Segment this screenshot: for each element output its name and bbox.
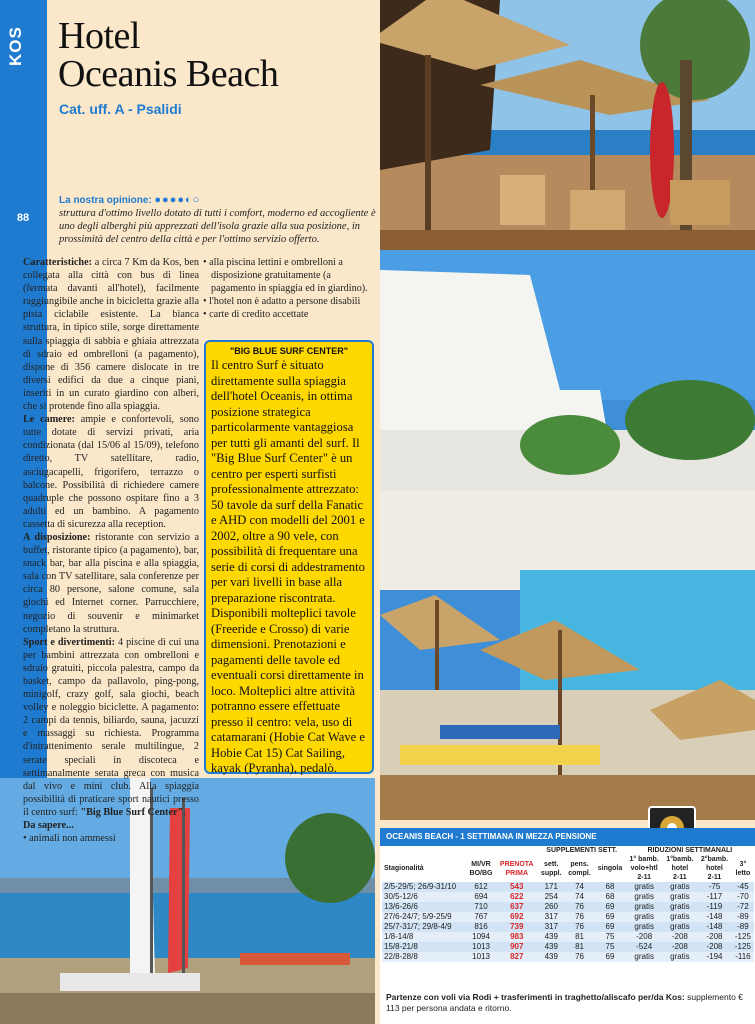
sport-paragraph (23, 636, 199, 819)
bullet-text: l'hotel non è adatto a persone disabili (209, 296, 361, 308)
table-cell-b1h: gratis (663, 922, 698, 932)
bullet-item: • l'hotel non è adatto a persone disabili (203, 296, 361, 308)
table-cell-sett: 317 (538, 922, 565, 932)
opinion-label: La nostra opinione: (59, 195, 152, 206)
table-row (382, 952, 754, 962)
table-row (382, 912, 754, 922)
table-cell-b1h: gratis (663, 892, 698, 902)
rates-table (382, 846, 754, 962)
page-number: 88 (16, 212, 30, 224)
table-cell-pens: 76 (565, 902, 594, 912)
table-row (382, 942, 754, 952)
col-stagionalita: Stagionalità (384, 865, 424, 872)
table-cell-price: 710 (466, 902, 496, 912)
table-cell-pens: 81 (565, 932, 594, 942)
table-cell-season: 22/8-28/8 (382, 952, 466, 962)
camere-label: Le camere: (23, 414, 75, 426)
description-column-1 (23, 256, 199, 845)
opinion-text: struttura d'ottimo livello dotato di tutti i comfort, moderno ed accogliente è uno degli alberghi più apprezzati dell'isola grazie alla sua posizione, in prossimità del centro della città e per l'ottimo servizio offerto. (59, 208, 376, 245)
col-mivr: MI/VR BO/BG (469, 860, 493, 877)
table-cell-b2: -119 (697, 902, 732, 912)
table-cell-pens: 81 (565, 942, 594, 952)
disposizione-label: A disposizione: (23, 531, 91, 543)
table-cell-singola: 68 (594, 882, 626, 892)
bullet-text: animali non ammessi (29, 833, 116, 845)
table-cell-prenota: 637 (496, 902, 538, 912)
table-cell-sett: 439 (538, 932, 565, 942)
table-cell-prenota: 692 (496, 912, 538, 922)
table-cell-b1: gratis (626, 912, 663, 922)
col-sett: sett. suppl. (540, 860, 562, 877)
table-cell-l3: -89 (732, 912, 754, 922)
table-cell-price: 694 (466, 892, 496, 902)
table-cell-price: 816 (466, 922, 496, 932)
table-cell-prenota: 827 (496, 952, 538, 962)
table-cell-pens: 76 (565, 952, 594, 962)
table-cell-b2: -208 (697, 942, 732, 952)
table-cell-prenota: 543 (496, 882, 538, 892)
table-cell-season: 1/8-14/8 (382, 932, 466, 942)
table-cell-b2: -148 (697, 912, 732, 922)
hotel-title (58, 17, 378, 93)
table-cell-b1h: gratis (663, 902, 698, 912)
table-cell-price: 1013 (466, 942, 496, 952)
sport-end: . (183, 806, 186, 818)
description-column-2 (203, 256, 375, 321)
hotel-title-line1: Hotel (58, 15, 140, 57)
footnote-text: supplemento € 113 per persona andata e ritorno. (386, 992, 743, 1013)
table-cell-b1h: gratis (663, 912, 698, 922)
photo-beach-bar (380, 0, 755, 250)
table-cell-price: 1094 (466, 932, 496, 942)
table-cell-singola: 69 (594, 952, 626, 962)
table-cell-b2: -194 (697, 952, 732, 962)
table-cell-b1: gratis (626, 882, 663, 892)
table-row (382, 882, 754, 892)
table-cell-b1: gratis (626, 922, 663, 932)
bullet-text: carte di credito accettate (209, 309, 309, 321)
table-cell-b2: -208 (697, 932, 732, 942)
price-table-footnote (386, 992, 746, 1014)
bullet-item: • carte di credito accettate (203, 309, 309, 321)
col-prenota: PRENOTA PRIMA (499, 860, 534, 877)
bullet-item: • animali non ammessi (23, 833, 116, 845)
table-cell-prenota: 622 (496, 892, 538, 902)
table-cell-prenota: 983 (496, 932, 538, 942)
sport-label: Sport e divertimenti: (23, 636, 115, 648)
table-cell-b1: -208 (626, 932, 663, 942)
col-b1: 1° bamb. volo+htl 2-11 (629, 856, 659, 881)
bullet-item: • alla piscina lettini e ombrelloni a disposizione gratuitamente (a pagamento in spiaggia ed in giardino). (203, 257, 368, 295)
surf-center-box (204, 340, 374, 774)
camere-paragraph (23, 413, 199, 531)
table-cell-b1: -524 (626, 942, 663, 952)
group-supplementi: SUPPLEMENTI SETT. (546, 847, 618, 854)
table-cell-l3: -72 (732, 902, 754, 912)
table-cell-sett: 317 (538, 912, 565, 922)
table-cell-price: 612 (466, 882, 496, 892)
table-cell-b1: gratis (626, 952, 663, 962)
price-table (380, 828, 755, 1024)
col-b1h: 1°bamb. hotel 2-11 (666, 856, 694, 881)
table-cell-b1h: -208 (663, 942, 698, 952)
sport-text: 4 piscine di cui una per bambini attrezzata con ombrelloni e sdraio gratuiti, piccola palestra, campo da basket, campo da pallavolo, ping-pong, minigolf, crazy golf, sala giochi, beach volley e noleggio biciclette. A pagamento: 2 campi da tennis, biliardo, sauna, jacuzzi e massaggi su richiesta. Programma d'intrattenimento serale multilingue, 2 serate speciali in discoteca e settimanalmente serata greca con musica dal vivo e mini club. Alla spiaggia possibilità di praticare sport nautici presso il centro surf: (23, 636, 199, 818)
rating-dots-icon: ●●●●◐○ (154, 194, 201, 206)
group-riduzioni: RIDUZIONI SETTIMANALI (647, 847, 733, 854)
table-cell-b1: gratis (626, 902, 663, 912)
dasapere-paragraph (23, 819, 199, 832)
table-row (382, 902, 754, 912)
caratteristiche-paragraph (23, 256, 199, 413)
table-cell-sett: 171 (538, 882, 565, 892)
table-group-header (382, 846, 754, 855)
table-cell-season: 25/7-31/7; 29/8-4/9 (382, 922, 466, 932)
table-row (382, 922, 754, 932)
bullet-text: alla piscina lettini e ombrelloni a disposizione gratuitamente (a pagamento in spiaggia ed in giardino). (209, 257, 368, 295)
caratteristiche-text: a circa 7 Km da Kos, ben collegata alla città con bus di linea (fermata davanti all'hotel), facilmente raggiungibile anche in bicicletta grazie alla pista ciclabile esistente. La bianca struttura, in tipico stile, sorge direttamente sulla spiaggia di sabbia e ghiaia attrezzata di sdraio ed ombrelloni (a pagamento), dispone di 356 camere dislocate in tre diversi edifici da due a cinque piani, inseriti in un curato giardino con alberi, che si protende fino alla spiaggia. (23, 257, 199, 413)
disposizione-paragraph (23, 531, 199, 636)
caratteristiche-label: Caratteristiche: (23, 257, 93, 268)
surf-center-heading: "BIG BLUE SURF CENTER" (229, 346, 349, 356)
table-cell-prenota: 739 (496, 922, 538, 932)
table-cell-singola: 75 (594, 932, 626, 942)
hotel-title-line2: Oceanis Beach (58, 53, 279, 95)
table-column-header (382, 855, 754, 882)
price-table-title: OCEANIS BEACH - 1 SETTIMANA IN MEZZA PENSIONE (380, 828, 755, 846)
table-cell-b1h: gratis (663, 882, 698, 892)
table-cell-singola: 69 (594, 922, 626, 932)
table-cell-season: 13/6-26/6 (382, 902, 466, 912)
table-cell-price: 1013 (466, 952, 496, 962)
table-cell-sett: 254 (538, 892, 565, 902)
table-cell-l3: -45 (732, 882, 754, 892)
table-cell-b2: -75 (697, 882, 732, 892)
table-cell-singola: 69 (594, 912, 626, 922)
destination-label: KOS (6, 26, 25, 66)
table-cell-prenota: 907 (496, 942, 538, 952)
hotel-category: Cat. uff. A - Psalidi (59, 101, 182, 117)
table-cell-singola: 69 (594, 902, 626, 912)
surf-center-text: Il centro Surf è situato direttamente sulla spiaggia dell'hotel Oceanis, in ottima posizione strategica particolarmente vantaggiosa per tutti gli amanti del surf. Il "Big Blue Surf Center" è un centro per esperti surfisti professionalmente attrezzato: 50 tavole da surf della Fanatic e AHD con modelli del 2001 e 2002, oltre a 90 vele, con possibilità di frequentare una serie di corsi di addestramento per vari livelli in base alla preparazione riscontrata. Disponibili molteplici tavole (Freeride e Crosso) di varie dimensioni. Prenotazioni e pagamenti delle tavole ed eventuali corsi direttamente in loco. Molteplici altre attività potranno essere effettuate presso il centro: vela, uso di catamarani (Hobie Cat Wave e Hobie Cat 15) Cat Sailing, kayak (Pyranha), pedalò. (211, 358, 366, 775)
table-cell-pens: 74 (565, 882, 594, 892)
table-cell-pens: 76 (565, 912, 594, 922)
photo-hotel-pool (380, 250, 755, 820)
table-cell-season: 2/5-29/5; 26/9-31/10 (382, 882, 466, 892)
table-cell-pens: 76 (565, 922, 594, 932)
table-cell-pens: 74 (565, 892, 594, 902)
our-opinion (59, 194, 379, 246)
table-cell-sett: 260 (538, 902, 565, 912)
table-cell-b2: -117 (697, 892, 732, 902)
dasapere-label: Da sapere... (23, 820, 74, 832)
table-cell-sett: 439 (538, 952, 565, 962)
col-singola: singola (597, 865, 623, 872)
table-cell-season: 15/8-21/8 (382, 942, 466, 952)
table-cell-sett: 439 (538, 942, 565, 952)
table-row (382, 932, 754, 942)
footnote-bold: Partenze con voli via Rodi + trasferimenti in traghetto/aliscafo per/da Kos: (386, 992, 685, 1002)
table-cell-singola: 75 (594, 942, 626, 952)
camere-text: ampie e confortevoli, sono tutte dotate di servizi privati, aria condizionata (dal 15/06 al 15/09), telefono diretto, TV satellitare, radio, asciugacapelli, frigorifero, terrazzo o balcone. Possibilità di richiedere camere quadruple che possono ospitare fino a 3 adulti ed un bambino. A pagamento cassetta di sicurezza alla reception. (23, 414, 199, 530)
col-l3: 3° letto (735, 860, 751, 877)
table-cell-l3: -125 (732, 942, 754, 952)
table-cell-season: 27/6-24/7; 5/9-25/9 (382, 912, 466, 922)
col-pens: pens. compl. (568, 860, 591, 877)
sport-surf-name: "Big Blue Surf Center" (80, 806, 184, 818)
disposizione-text: ristorante con servizio a buffet, ristorante tipico (a pagamento), bar, snack bar, bar alla piscina e alla spiaggia, sala con TV satellitare, sala conferenze per circa 80 persone, salone comune, sala giochi ed Internet corner. Parrucchiere, negozio di souvenir e minimarket completano la struttura. (23, 531, 199, 635)
table-cell-price: 767 (466, 912, 496, 922)
table-cell-singola: 68 (594, 892, 626, 902)
col-b2: 2°bamb. hotel 2-11 (700, 856, 729, 881)
table-cell-b1h: -208 (663, 932, 698, 942)
table-cell-l3: -116 (732, 952, 754, 962)
table-cell-l3: -125 (732, 932, 754, 942)
table-row (382, 892, 754, 902)
table-cell-b1: gratis (626, 892, 663, 902)
table-cell-b1h: gratis (663, 952, 698, 962)
table-cell-b2: -148 (697, 922, 732, 932)
table-cell-season: 30/5-12/6 (382, 892, 466, 902)
table-cell-l3: -89 (732, 922, 754, 932)
table-cell-l3: -70 (732, 892, 754, 902)
